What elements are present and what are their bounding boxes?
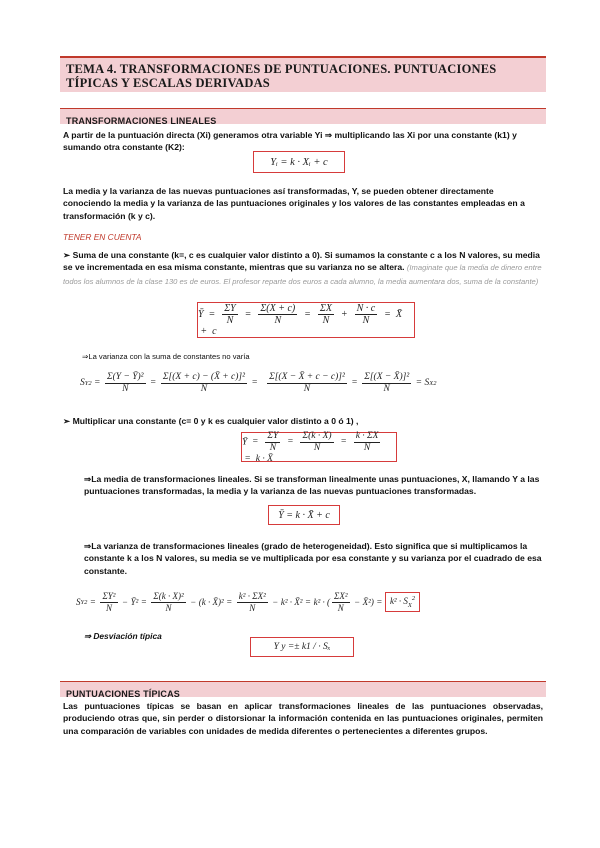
section-title-lineales: TRANSFORMACIONES LINEALES bbox=[66, 116, 217, 126]
desviacion-label: ⇒ Desviación típica bbox=[84, 631, 162, 641]
section-header-lineales bbox=[60, 108, 546, 124]
formula-box-media-suma bbox=[197, 302, 415, 338]
section-header-tipicas bbox=[60, 681, 546, 697]
formula-box-linear bbox=[253, 151, 345, 173]
formula-varianza-mult: S Y 2 = $\frac{\text{ΣY²}}{N}$ − Ȳ² = $\frac{\text{Σ(k · X)²}}{N}$ − (k · X̄)² = $\frac{\text{k² · ΣX²}}{N}$ − k² · X̄² = k² · ( $\frac{\text{ΣX²}}{N}$ − X̄²) = $k^2 \cdot S_X^2$ bbox=[76, 587, 420, 617]
media-varianza-paragraph: La media y la varianza de las nuevas puntuaciones así transformadas, Y, se pueden obtener directamente conociendo la media y la varianza de las puntuaciones originales y los valores de las constantes empleadas en a transformación (k y c). bbox=[63, 186, 525, 221]
formula-varianza-suma: S Y 2 = $\frac{\text{Σ(Y − Ȳ)²}}{N}$ = $\frac{\text{Σ[(X + c) − (X̄ + c)]²}}{N}$ = $\frac{\text{Σ[(X − X̄ + c − c)]²}}{N}$ = $\frac{\text{Σ[(X − X̄)]²}}{N}$ = S X 2 bbox=[80, 371, 437, 394]
media-mult-paragraph: ⇒La media de transformaciones lineales. Si se transforman linealmente unas puntuaciones, X, llamando Y a las puntuaciones transformadas, la media y la varianza de las nuevas puntuaciones transformadas. bbox=[84, 474, 540, 497]
section-title-tipicas: PUNTUACIONES TÍPICAS bbox=[66, 689, 181, 699]
formula-box-ky bbox=[268, 505, 340, 525]
formula-box-desviacion bbox=[250, 637, 354, 657]
formula-linear: Yᵢ = k · Xᵢ + c bbox=[270, 156, 328, 168]
formula-box-media-mult bbox=[241, 432, 397, 462]
formula-result-box: $k^2 \cdot S_X^2$ bbox=[385, 592, 420, 612]
main-title-banner bbox=[60, 56, 546, 92]
varianza-suma-note: ⇒La varianza con la suma de constantes no varía bbox=[82, 352, 250, 361]
tipicas-paragraph: Las puntuaciones típicas se basan en aplicar transformaciones lineales de las puntuaciones observadas, produciendo otras que, sin perder o distorsionar la información contenida en las puntuaciones originales, permiten una comparación de variables con unidades de medida diferentes o pertenecientes a diferentes grupos. bbox=[63, 701, 543, 736]
formula-media-mult: Ȳ = $\frac{\Sigma Y}{N}$ = $\frac{\Sigma(k \cdot X)}{N}$ = $\frac{k \cdot \Sigma X}{N}$ = k · X̄ bbox=[242, 430, 379, 464]
formula-media-suma: Ȳ = $\frac{\Sigma Y}{N}$ = $\frac{\Sigma(X + c)}{N}$ = $\frac{\Sigma X}{N}$ + $\frac{N \cdot c}{N}$ = X̄ + c bbox=[198, 303, 402, 337]
formula-desviacion: Y y =± k1 / · Sₓ bbox=[273, 642, 331, 652]
intro-paragraph: A partir de la puntuación directa (Xi) generamos otra variable Yi ⇒ multiplicando las Xi por una constante (k1) y sumando otra constante (K2): bbox=[63, 130, 517, 153]
tener-en-cuenta-label: TENER EN CUENTA bbox=[63, 232, 142, 242]
varianza-mult-paragraph: ⇒La varianza de transformaciones lineales (grado de heterogeneidad). Esto significa que si multiplicamos la constante k a los N valores, su media se ve multiplicada por esa constante y su varianza por el cuadrado de esa constante. bbox=[84, 541, 542, 576]
formula-ky: Ȳ = k · X̄ + c bbox=[278, 509, 330, 521]
multiplicar-bullet: ➢ Multiplicar una constante (c= 0 y k es cualquier valor distinto a 0 ó 1) , bbox=[63, 416, 359, 426]
suma-constante-paragraph bbox=[63, 249, 543, 288]
suma-note-text: (Imaginate que la media de dinero entre todos los alumnos de la clase 130 es de euros. El profesor reparte dos euros a cada alumno, la media aumentara dos, suma de la constante) bbox=[63, 263, 542, 286]
page-title: TEMA 4. TRANSFORMACIONES DE PUNTUACIONES. PUNTUACIONES TÍPICAS Y ESCALAS DERIVADAS bbox=[66, 62, 497, 90]
suma-bullet-text: ➢ Suma de una constante (k=, c es cualquier valor distinto a 0). Si sumamos la constante c a los N valores, su media se ve incrementada en esa misma constante, mientras que su varianza no se altera. bbox=[63, 250, 540, 273]
